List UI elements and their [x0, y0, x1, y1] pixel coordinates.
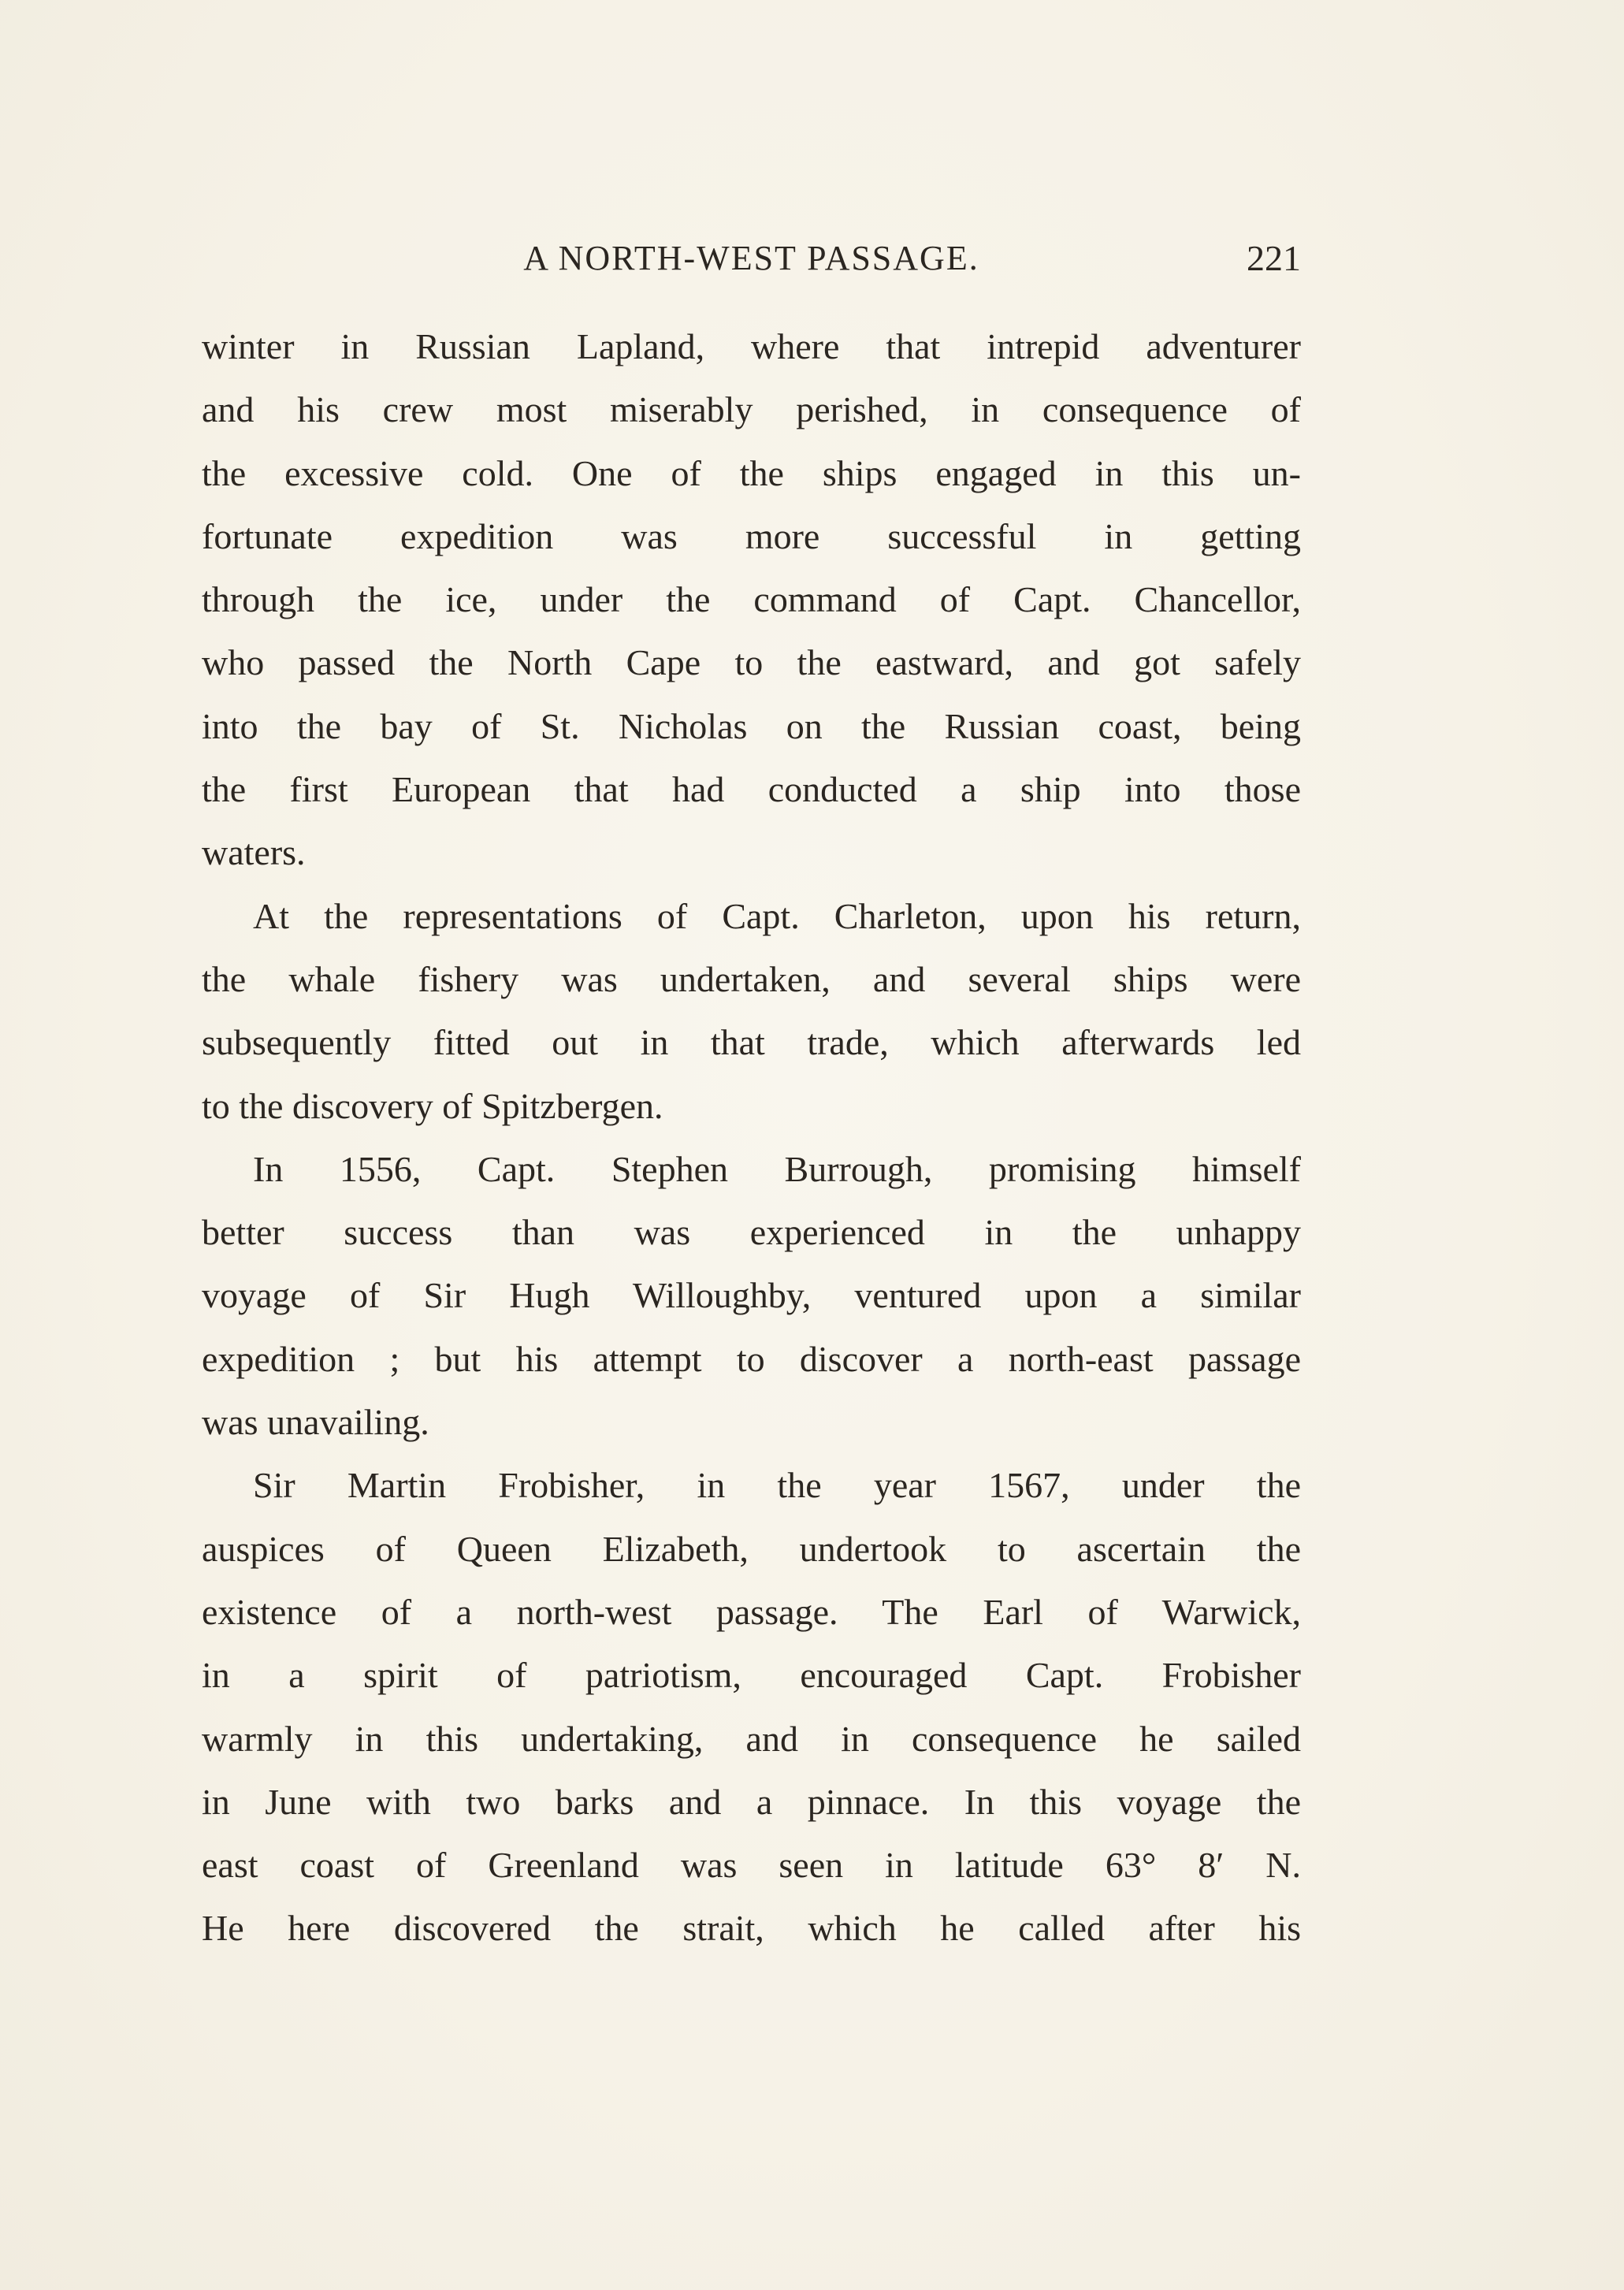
text-line: into the bay of St. Nicholas on the Russian coast, being	[202, 705, 1301, 746]
text-line: who passed the North Cape to the eastward, and got safely	[202, 642, 1301, 683]
text-line: and his crew most miserably perished, in consequence of	[202, 389, 1301, 430]
text-line: auspices of Queen Elizabeth, undertook to ascertain the	[202, 1528, 1301, 1569]
text-line: voyage of Sir Hugh Willoughby, ventured upon a similar	[202, 1275, 1301, 1316]
text-line: fortunate expedition was more successful in getting	[202, 515, 1301, 556]
text-line: existence of a north-west passage. The Earl of Warwick,	[202, 1591, 1301, 1632]
text-line: better success than was experienced in the unhappy	[202, 1212, 1301, 1253]
text-line: Sir Martin Frobisher, in the year 1567, under the	[253, 1465, 1301, 1506]
text-line: In 1556, Capt. Stephen Burrough, promising himself	[253, 1148, 1301, 1189]
body-text	[202, 315, 1301, 1961]
text-line: in a spirit of patriotism, encouraged Capt. Frobisher	[202, 1655, 1301, 1696]
text-line: was unavailing.	[202, 1402, 429, 1443]
text-line: At the representations of Capt. Charleton, upon his return,	[253, 895, 1301, 936]
text-line: through the ice, under the command of Capt. Chancellor,	[202, 579, 1301, 620]
text-line: the excessive cold. One of the ships engaged in this un-	[202, 452, 1301, 493]
text-line: the whale fishery was undertaken, and several ships were	[202, 958, 1301, 999]
text-line: in June with two barks and a pinnace. In this voyage the	[202, 1781, 1301, 1822]
text-line: the first European that had conducted a ship into those	[202, 769, 1301, 810]
text-line: expedition ; but his attempt to discover a north-east passage	[202, 1338, 1301, 1379]
running-title: A NORTH-WEST PASSAGE.	[523, 239, 979, 277]
text-line: to the discovery of Spitzbergen.	[202, 1085, 663, 1126]
running-head	[202, 235, 1301, 282]
text-line: winter in Russian Lapland, where that intrepid adventurer	[202, 326, 1301, 366]
text-line: subsequently fitted out in that trade, which afterwards led	[202, 1022, 1301, 1063]
text-line: east coast of Greenland was seen in latitude 63° 8′ N.	[202, 1845, 1301, 1886]
text-line: warmly in this undertaking, and in consequence he sailed	[202, 1718, 1301, 1759]
text-line: He here discovered the strait, which he called after his	[202, 1908, 1301, 1949]
page-number: 221	[1247, 238, 1301, 278]
text-line: waters.	[202, 832, 306, 873]
